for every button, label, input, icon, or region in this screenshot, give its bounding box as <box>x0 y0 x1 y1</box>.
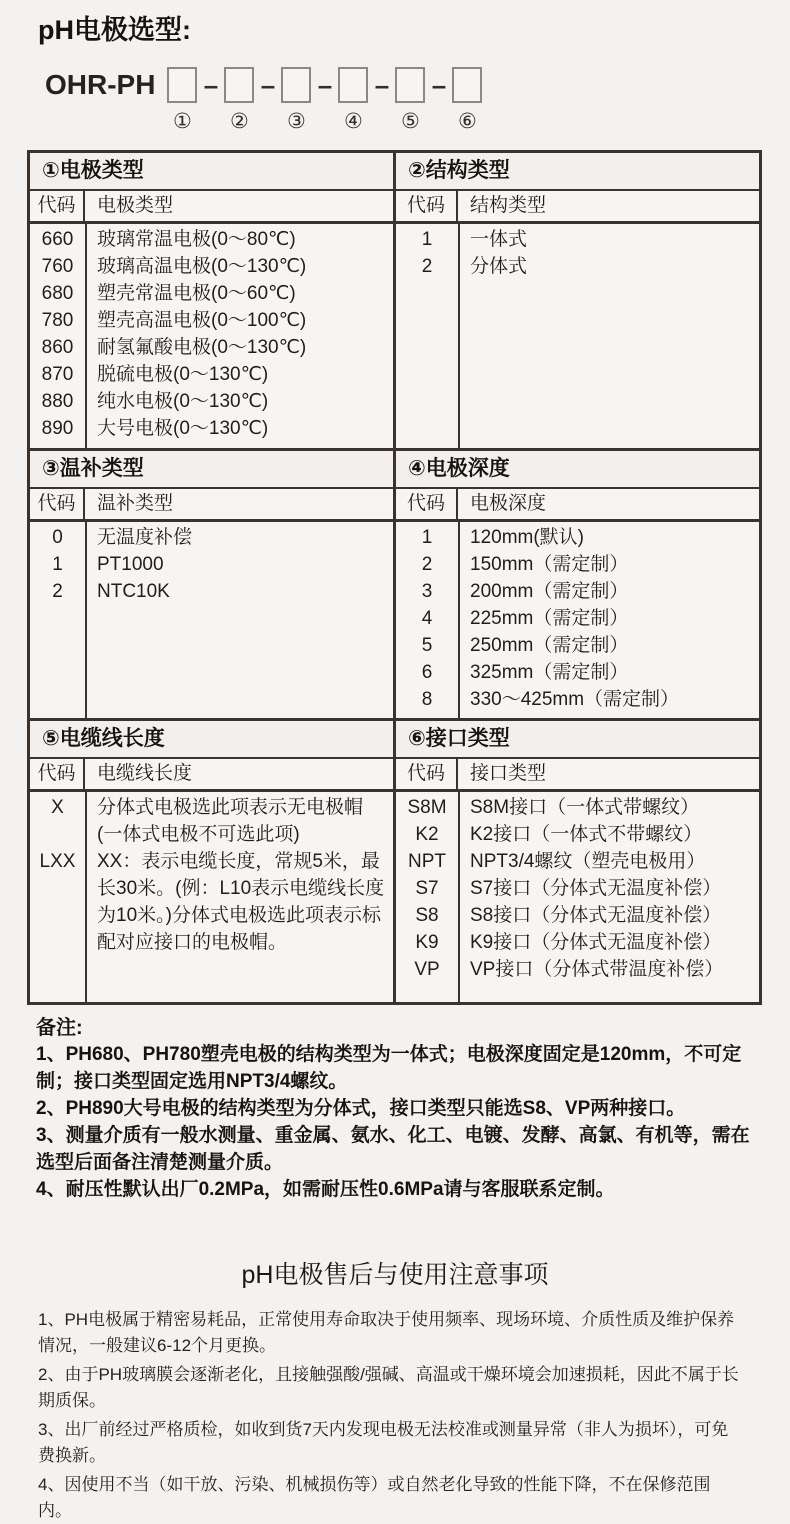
table-row <box>396 226 759 253</box>
table-row <box>30 334 393 361</box>
row-code: 890 <box>41 418 74 439</box>
row-label: NPT3/4螺纹（塑壳电极用） <box>470 851 706 872</box>
section-title: ②结构类型 <box>396 153 759 191</box>
aftersale-item: 4、因使用不当（如干放、污染、机械损伤等）或自然老化导致的性能下降，不在保修范围内。 <box>38 1475 711 1520</box>
table-row <box>396 253 759 280</box>
dash-separator: – <box>317 70 333 100</box>
aftersale-title: pH电极售后与使用注意事项 <box>241 1261 549 1289</box>
code-box-2 <box>224 67 254 103</box>
table-band-3 <box>30 718 759 1002</box>
row-code: K9 <box>415 932 439 953</box>
table-row <box>30 794 393 848</box>
row-label: 塑壳常温电极(0～60℃) <box>97 283 296 304</box>
aftersale-item: 1、PH电极属于精密易耗品，正常使用寿命取决于使用频率、现场环境、介质性质及维护保养情况，一般建议6-12个月更换。 <box>38 1310 735 1355</box>
label-column-header: 结构类型 <box>470 195 547 216</box>
section-title: ③温补类型 <box>30 451 393 489</box>
position-label-5: ⑤ <box>401 110 420 133</box>
row-code: 2 <box>421 256 433 277</box>
row-label: S7接口（分体式无温度补偿） <box>470 878 722 899</box>
row-label: 玻璃高温电极(0～130℃) <box>97 256 307 277</box>
column-header <box>30 759 393 792</box>
table-row <box>30 226 393 253</box>
row-label: XX：表示电缆长度，常规5米，最长30米。(例：L10表示电缆线长度为10米。)分体式电极选此项表示标配对应接口的电极帽。 <box>97 851 385 953</box>
row-code: 860 <box>41 337 74 358</box>
table-row <box>30 551 393 578</box>
row-code: S8M <box>407 797 447 818</box>
page-title: pH电极选型: <box>38 15 191 45</box>
column-header <box>396 759 759 792</box>
aftersale-item: 2、由于PH玻璃膜会逐渐老化，且接触强酸/强碱、高温或干燥环境会加速损耗，因此不属于长期质保。 <box>38 1365 739 1410</box>
table-row <box>396 551 759 578</box>
table-row <box>396 605 759 632</box>
row-code: 4 <box>421 608 433 629</box>
table-band-2 <box>30 448 759 718</box>
row-label: 耐氢氟酸电极(0～130℃) <box>97 337 307 358</box>
row-code: 3 <box>421 581 433 602</box>
row-label: 塑壳高温电极(0～100℃) <box>97 310 307 331</box>
row-code: 0 <box>52 527 63 548</box>
dash-separator: – <box>260 70 276 100</box>
row-code: S7 <box>415 878 439 899</box>
table-row <box>396 956 759 983</box>
table-row <box>396 632 759 659</box>
code-column-header: 代码 <box>30 489 85 519</box>
table-band-1 <box>30 153 759 448</box>
code-column-header: 代码 <box>396 759 458 789</box>
row-code: 870 <box>41 364 74 385</box>
table-row <box>30 524 393 551</box>
row-label: S8M接口（一体式带螺纹） <box>470 797 700 818</box>
table-rows <box>396 522 759 718</box>
dash-separator: – <box>374 70 390 100</box>
model-prefix: OHR-PH <box>45 69 156 100</box>
row-code: 2 <box>52 581 63 602</box>
position-label-4: ④ <box>344 110 363 133</box>
row-label: 无温度补偿 <box>97 527 193 548</box>
row-code: S8 <box>415 905 439 926</box>
table-rows <box>396 224 759 448</box>
table-row <box>30 361 393 388</box>
row-label: VP接口（分体式带温度补偿） <box>470 959 724 980</box>
dash-separator: – <box>203 70 219 100</box>
section-title: ⑥接口类型 <box>396 721 759 759</box>
table-row <box>30 578 393 605</box>
table-row <box>396 902 759 929</box>
code-box-1 <box>167 67 197 103</box>
row-label: 330～425mm（需定制） <box>470 689 680 710</box>
position-label-6: ⑥ <box>458 110 477 133</box>
table-section-interface-type <box>393 721 759 1002</box>
table-rows <box>30 522 393 718</box>
remarks-list <box>36 1041 766 1203</box>
row-label: 250mm（需定制） <box>470 635 629 656</box>
row-code: 880 <box>41 391 74 412</box>
selection-table <box>27 150 762 1005</box>
row-label: 大号电极(0～130℃) <box>97 418 269 439</box>
table-row <box>396 659 759 686</box>
section-title: ①电极类型 <box>30 153 393 191</box>
label-column-header: 电极深度 <box>470 493 547 514</box>
row-label: 一体式 <box>470 229 528 250</box>
code-box-3 <box>281 67 311 103</box>
row-code: 1 <box>421 527 433 548</box>
code-column-header: 代码 <box>30 191 85 221</box>
row-label: 分体式电极选此项表示无电极帽(一体式电极不可选此项) <box>97 797 364 845</box>
column-header <box>396 489 759 522</box>
aftersale-list <box>38 1307 744 1524</box>
table-section-structure-type <box>393 153 759 448</box>
row-label: 325mm（需定制） <box>470 662 629 683</box>
code-column-header: 代码 <box>396 489 458 519</box>
row-label: PT1000 <box>97 554 164 575</box>
row-code: X <box>51 797 64 818</box>
table-row <box>396 524 759 551</box>
row-code: NPT <box>408 851 446 872</box>
row-label: NTC10K <box>97 581 170 602</box>
row-label: 分体式 <box>470 256 528 277</box>
dash-separator: – <box>431 70 447 100</box>
table-rows <box>396 792 759 1002</box>
position-label-2: ② <box>230 110 249 133</box>
remarks-section <box>36 1015 766 1203</box>
label-column-header: 电缆线长度 <box>97 763 193 784</box>
table-row <box>396 686 759 713</box>
table-row <box>30 415 393 442</box>
row-label: 120mm(默认) <box>470 527 585 548</box>
table-row <box>30 388 393 415</box>
remark-item: 4、耐压性默认出厂0.2MPa，如需耐压性0.6MPa请与客服联系定制。 <box>36 1179 615 1200</box>
row-code: 6 <box>421 662 433 683</box>
row-code: 8 <box>421 689 433 710</box>
row-label: K9接口（分体式无温度补偿） <box>470 932 722 953</box>
code-box-5 <box>395 67 425 103</box>
row-code: LXX <box>39 851 76 872</box>
row-label: S8接口（分体式无温度补偿） <box>470 905 722 926</box>
table-row <box>30 848 393 956</box>
table-row <box>30 253 393 280</box>
row-label: 200mm（需定制） <box>470 581 629 602</box>
table-row <box>396 848 759 875</box>
label-column-header: 电极类型 <box>97 195 174 216</box>
table-section-electrode-depth <box>393 451 759 718</box>
column-header <box>30 191 393 224</box>
table-row <box>396 794 759 821</box>
column-header <box>30 489 393 522</box>
row-label: 玻璃常温电极(0～80℃) <box>97 229 296 250</box>
remark-item: 1、PH680、PH780塑壳电极的结构类型为一体式；电极深度固定是120mm，不可定制；接口类型固定选用NPT3/4螺纹。 <box>36 1044 742 1092</box>
row-code: 5 <box>421 635 433 656</box>
table-row <box>396 929 759 956</box>
remarks-title: 备注: <box>36 1017 83 1039</box>
table-rows <box>30 224 393 448</box>
row-code: 1 <box>421 229 433 250</box>
row-code: 760 <box>41 256 74 277</box>
row-code: K2 <box>415 824 439 845</box>
row-label: K2接口（一体式不带螺纹） <box>470 824 703 845</box>
table-row <box>396 875 759 902</box>
label-column-header: 接口类型 <box>470 763 547 784</box>
table-section-cable-length <box>30 721 393 1002</box>
aftersale-item: 3、出厂前经过严格质检，如收到货7天内发现电极无法校准或测量异常（非人为损坏），可免费换新。 <box>38 1420 729 1465</box>
remark-item: 3、测量介质有一般水测量、重金属、氨水、化工、电镀、发酵、高氯、有机等，需在选型后面备注清楚测量介质。 <box>36 1125 750 1173</box>
row-code: 780 <box>41 310 74 331</box>
row-label: 脱硫电极(0～130℃) <box>97 364 269 385</box>
row-code: 1 <box>52 554 63 575</box>
table-section-electrode-type <box>30 153 393 448</box>
remark-item: 2、PH890大号电极的结构类型为分体式，接口类型只能选S8、VP两种接口。 <box>36 1098 686 1119</box>
table-row <box>30 307 393 334</box>
code-box-6 <box>452 67 482 103</box>
label-column-header: 温补类型 <box>97 493 174 514</box>
position-label-1: ① <box>173 110 192 133</box>
position-label-3: ③ <box>287 110 306 133</box>
table-row <box>396 578 759 605</box>
model-code <box>45 67 790 134</box>
code-box-4 <box>338 67 368 103</box>
section-title: ④电极深度 <box>396 451 759 489</box>
row-label: 225mm（需定制） <box>470 608 629 629</box>
table-row <box>396 821 759 848</box>
row-code: 660 <box>41 229 74 250</box>
code-column-header: 代码 <box>30 759 85 789</box>
row-label: 150mm（需定制） <box>470 554 629 575</box>
row-code: VP <box>414 959 440 980</box>
table-row <box>30 280 393 307</box>
column-header <box>396 191 759 224</box>
table-section-temp-compensation <box>30 451 393 718</box>
table-rows <box>30 792 393 1002</box>
section-title: ⑤电缆线长度 <box>30 721 393 759</box>
row-label: 纯水电极(0～130℃) <box>97 391 269 412</box>
row-code: 680 <box>41 283 74 304</box>
code-column-header: 代码 <box>396 191 458 221</box>
row-code: 2 <box>421 554 433 575</box>
